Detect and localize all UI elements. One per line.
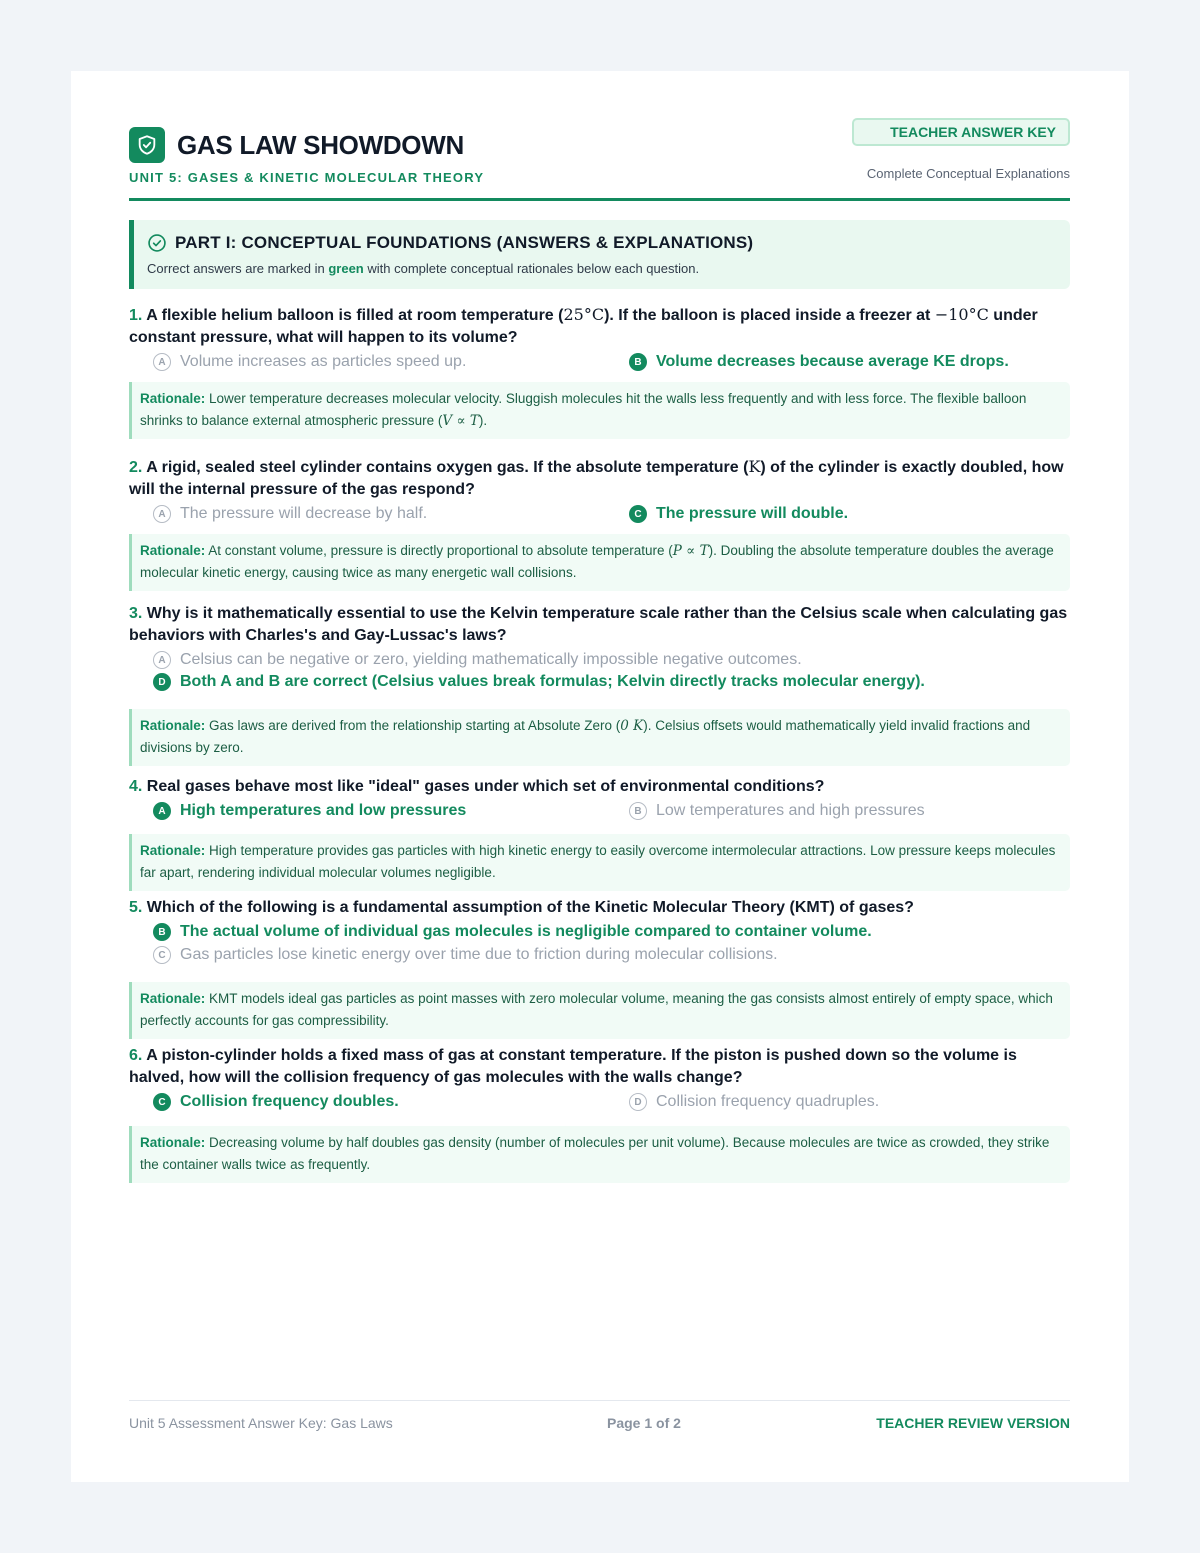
badge-subtitle: Complete Conceptual Explanations <box>866 166 1070 181</box>
shield-check-icon <box>129 127 165 163</box>
rationale-2: Rationale: At constant volume, pressure is directly proportional to absolute temperature (P ∝ T). Doubling the absolute temperature doubles the average molecular kinetic energy, causing twice as many energetic wall collisions. <box>129 534 1070 591</box>
option-c: C Gas particles lose kinetic energy over time due to friction during molecular collisions. <box>153 946 778 964</box>
question-6 <box>129 1045 1070 1117</box>
teacher-answer-key-badge: TEACHER ANSWER KEY <box>852 118 1070 146</box>
rationale-1: Rationale: Lower temperature decreases molecular velocity. Sluggish molecules hit the walls less frequently and with less force. The flexible balloon shrinks to balance external atmospheric pressure (V ∝ T). <box>129 382 1070 439</box>
rationale-4: Rationale: High temperature provides gas particles with high kinetic energy to easily overcome intermolecular attractions. Low pressure keeps molecules far apart, rendering individual molecular volumes negligible. <box>129 834 1070 891</box>
question-text: 1. A flexible helium balloon is filled at room temperature (25°C). If the balloon is placed inside a freezer at −10°C under constant pressure, what will happen to its volume? <box>129 305 1038 346</box>
question-5 <box>129 897 1070 975</box>
rationale-5: Rationale: KMT models ideal gas particles as point masses with zero molecular volume, meaning the gas consists almost entirely of empty space, which perfectly accounts for gas compressibility. <box>129 982 1070 1039</box>
part-banner <box>129 220 1070 289</box>
option-d: D Collision frequency quadruples. <box>629 1093 879 1111</box>
unit-subtitle: UNIT 5: GASES & KINETIC MOLECULAR THEORY <box>129 170 485 185</box>
footer-right: TEACHER REVIEW VERSION <box>876 1415 1070 1431</box>
question-4 <box>129 776 1070 826</box>
option-a: A Celsius can be negative or zero, yielding mathematically impossible negative outcomes. <box>153 651 802 669</box>
option-d-correct: D Both A and B are correct (Celsius values break formulas; Kelvin directly tracks molecular energy). <box>153 673 925 691</box>
option-c-correct: C Collision frequency doubles. <box>153 1093 399 1111</box>
page-number: Page 1 of 2 <box>607 1415 681 1431</box>
document-title: GAS LAW SHOWDOWN <box>177 129 464 160</box>
part-title: PART I: CONCEPTUAL FOUNDATIONS (ANSWERS & EXPLANATIONS) <box>175 233 754 252</box>
question-2 <box>129 456 1070 529</box>
question-text: 4. Real gases behave most like "ideal" gases under which set of environmental conditions? <box>129 778 825 795</box>
option-b: B Low temperatures and high pressures <box>629 802 925 820</box>
answer-key-page <box>71 71 1129 1482</box>
brand <box>129 127 464 163</box>
part-note: Correct answers are marked in green with complete conceptual rationales below each question. <box>147 261 700 276</box>
question-text: 6. A piston-cylinder holds a fixed mass of gas at constant temperature. If the piston is pushed down so the volume is halved, how will the collision frequency of gas molecules with the walls change? <box>129 1047 1017 1086</box>
question-3 <box>129 603 1070 703</box>
option-a: A Volume increases as particles speed up. <box>153 353 466 371</box>
option-b-correct: B The actual volume of individual gas molecules is negligible compared to container volume. <box>153 923 872 941</box>
option-a: A The pressure will decrease by half. <box>153 505 427 523</box>
rationale-6: Rationale: Decreasing volume by half doubles gas density (number of molecules per unit volume). Because molecules are twice as crowded, they strike the container walls twice as frequently. <box>129 1126 1070 1183</box>
question-text: 2. A rigid, sealed steel cylinder contains oxygen gas. If the absolute temperature (K) of the cylinder is exactly doubled, how will the internal pressure of the gas respond? <box>129 457 1064 498</box>
footer-left: Unit 5 Assessment Answer Key: Gas Laws <box>129 1415 393 1431</box>
option-a-correct: A High temperatures and low pressures <box>153 802 466 820</box>
footer-divider <box>129 1400 1070 1401</box>
question-text: 3. Why is it mathematically essential to use the Kelvin temperature scale rather than the Celsius scale when calculating gas behaviors with Charles's and Gay-Lussac's laws? <box>129 605 1068 644</box>
check-circle-icon <box>147 233 167 253</box>
question-text: 5. Which of the following is a fundamental assumption of the Kinetic Molecular Theory (KMT) of gases? <box>129 899 914 916</box>
option-b-correct: B Volume decreases because average KE drops. <box>629 353 1009 371</box>
header-divider <box>129 198 1070 201</box>
option-c-correct: C The pressure will double. <box>629 505 848 523</box>
rationale-3: Rationale: Gas laws are derived from the relationship starting at Absolute Zero (0 K). Celsius offsets would mathematically yield invalid fractions and divisions by zero. <box>129 709 1070 766</box>
question-1 <box>129 304 1070 377</box>
